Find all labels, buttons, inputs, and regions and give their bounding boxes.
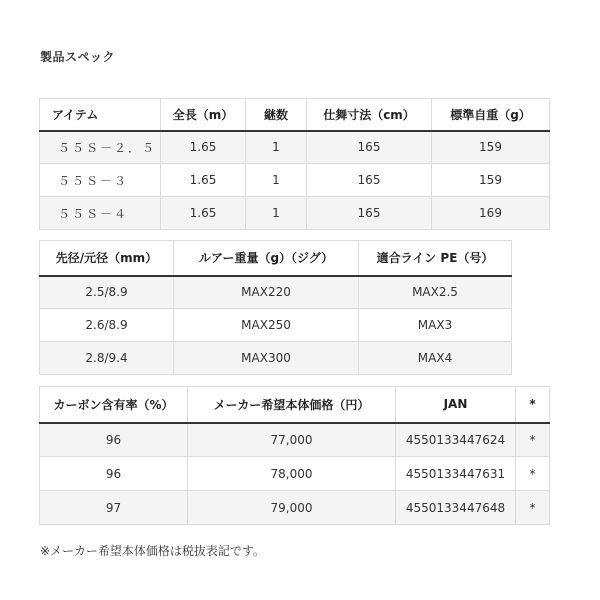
cell-diameter: 2.8/9.4 [40, 342, 174, 375]
table-header-row [40, 241, 512, 276]
header-item: アイテム [40, 99, 161, 131]
cell-item: ５５Ｓ－２．５ [40, 131, 161, 164]
cell-pieces: 1 [246, 197, 307, 230]
cell-price: 79,000 [188, 491, 396, 525]
cell-weight: 159 [432, 131, 550, 164]
header-closed-length: 仕舞寸法（cm） [307, 99, 432, 131]
cell-lure-weight: MAX300 [174, 342, 359, 375]
cell-jan: 4550133447624 [396, 423, 516, 457]
cell-line-pe: MAX2.5 [359, 276, 512, 309]
cell-asterisk: * [516, 423, 550, 457]
cell-carbon: 96 [40, 423, 188, 457]
header-price: メーカー希望本体価格（円） [188, 387, 396, 423]
cell-length: 1.65 [161, 131, 246, 164]
table-header-row [40, 387, 550, 423]
header-jan: JAN [396, 387, 516, 423]
spec-table-tackle [39, 240, 512, 375]
cell-jan: 4550133447648 [396, 491, 516, 525]
cell-price: 78,000 [188, 457, 396, 491]
cell-line-pe: MAX4 [359, 342, 512, 375]
table-row [40, 457, 550, 491]
price-note: ※メーカー希望本体価格は税抜表記です。 [40, 544, 265, 558]
cell-price: 77,000 [188, 423, 396, 457]
table-row [40, 276, 512, 309]
header-lure-weight: ルアー重量（g）（ジグ） [174, 241, 359, 276]
header-length: 全長（m） [161, 99, 246, 131]
header-carbon-content: カーボン含有率（%） [40, 387, 188, 423]
table-row [40, 131, 550, 164]
cell-diameter: 2.6/8.9 [40, 309, 174, 342]
cell-length: 1.65 [161, 197, 246, 230]
cell-item: ５５Ｓ－４ [40, 197, 161, 230]
cell-lure-weight: MAX220 [174, 276, 359, 309]
cell-diameter: 2.5/8.9 [40, 276, 174, 309]
header-weight: 標準自重（g） [432, 99, 550, 131]
cell-pieces: 1 [246, 131, 307, 164]
cell-length: 1.65 [161, 164, 246, 197]
cell-asterisk: * [516, 491, 550, 525]
cell-closed-length: 165 [307, 131, 432, 164]
cell-weight: 159 [432, 164, 550, 197]
cell-line-pe: MAX3 [359, 309, 512, 342]
cell-carbon: 96 [40, 457, 188, 491]
header-pieces: 継数 [246, 99, 307, 131]
cell-item: ５５Ｓ－３ [40, 164, 161, 197]
cell-pieces: 1 [246, 164, 307, 197]
table-row [40, 309, 512, 342]
header-line-pe: 適合ライン PE（号） [359, 241, 512, 276]
cell-closed-length: 165 [307, 164, 432, 197]
table-row [40, 423, 550, 457]
cell-closed-length: 165 [307, 197, 432, 230]
table-row [40, 342, 512, 375]
table-header-row [40, 99, 550, 131]
cell-weight: 169 [432, 197, 550, 230]
header-asterisk: * [516, 387, 550, 423]
header-tip-butt-diameter: 先径/元径（mm） [40, 241, 174, 276]
table-row [40, 197, 550, 230]
page-title: 製品スペック [40, 50, 116, 64]
spec-table-price [39, 386, 550, 525]
table-row [40, 491, 550, 525]
cell-lure-weight: MAX250 [174, 309, 359, 342]
cell-carbon: 97 [40, 491, 188, 525]
spec-table-main [39, 98, 550, 230]
cell-asterisk: * [516, 457, 550, 491]
table-row [40, 164, 550, 197]
cell-jan: 4550133447631 [396, 457, 516, 491]
